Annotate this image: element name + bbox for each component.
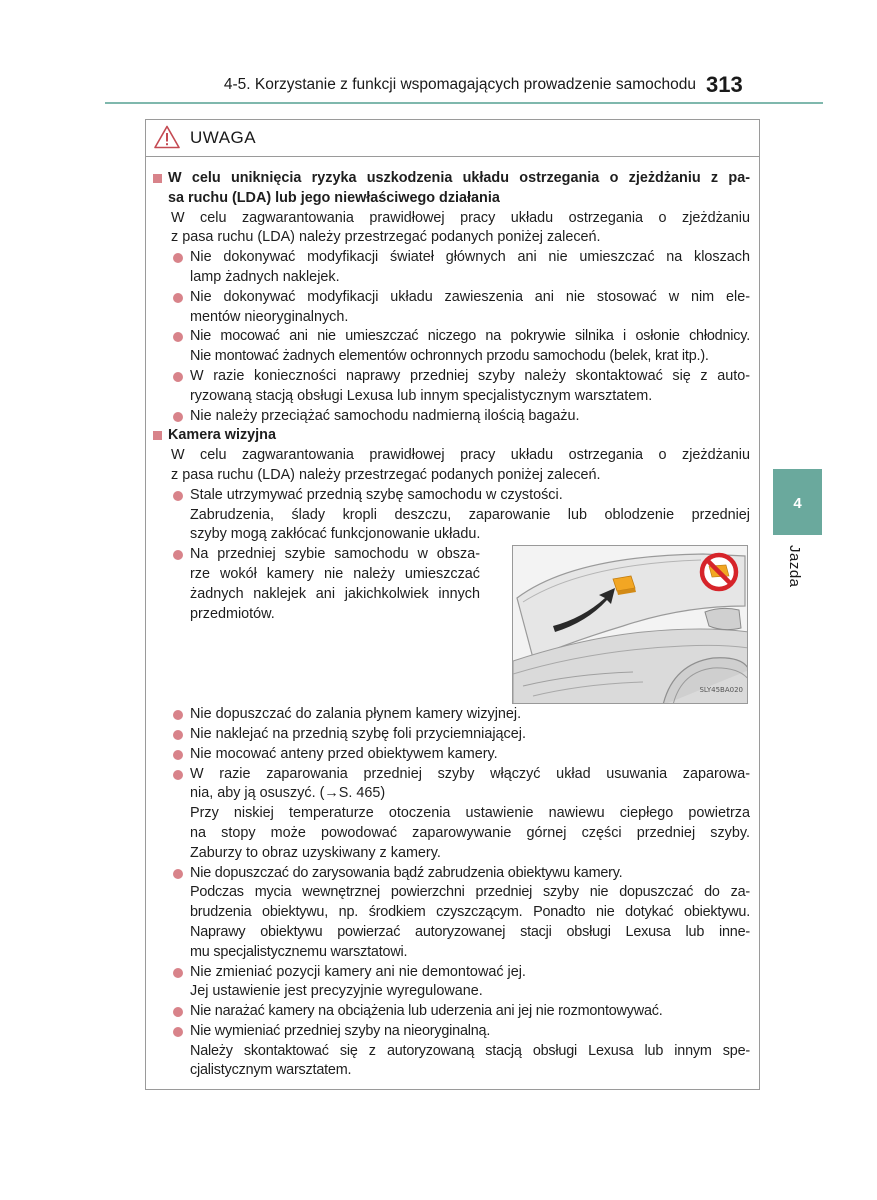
bullet-dot-icon	[173, 710, 183, 720]
text-line: W razie konieczności naprawy przedniej szyby należy skontaktować się z auto-	[190, 367, 750, 384]
text-line: Przy niskiej temperaturze otoczenia ustawienie nawiewu ciepłego powietrza	[190, 805, 750, 822]
text-line: Nie narażać kamery na obciążenia lub uderzenia ani jej nie rozmontowywać.	[190, 1003, 663, 1020]
chapter-number: 4	[793, 495, 802, 512]
warning-triangle-icon	[154, 125, 180, 149]
section-heading-camera	[152, 426, 750, 446]
text-line: Zaburzy to obraz uzyskiwany z kamery.	[190, 844, 441, 861]
warning-box	[145, 119, 760, 1090]
bullet-dot-icon	[173, 253, 183, 263]
warning-title: UWAGA	[190, 128, 257, 147]
text-line: Nie dopuszczać do zarysowania bądź zabrudzenia obiektywu kamery.	[190, 864, 623, 881]
text-line: Naprawy obiektywu powierzać autoryzowanej stacji obsługi Lexusa lub inne-	[190, 923, 750, 940]
section-heading-line: sa ruchu (LDA) lub jego niewłaściwego działania	[168, 189, 500, 206]
text-line: Nie dopuszczać do zalania płynem kamery wizyjnej.	[190, 706, 522, 723]
warning-content	[152, 169, 750, 1081]
list-item	[152, 1022, 750, 1081]
bullet-dot-icon	[173, 750, 183, 760]
text-line: Nie należy przeciążać samochodu nadmierną ilością bagażu.	[190, 407, 580, 424]
text-line: Nie wymieniać przedniej szyby na nieoryginalną.	[190, 1022, 491, 1039]
text-line: lamp żadnych naklejek.	[190, 268, 340, 285]
text-line: rze wokół kamery nie należy umieszczać	[190, 565, 480, 582]
text-line: z pasa ruchu (LDA) należy przestrzegać podanych poniżej zaleceń.	[171, 466, 601, 483]
text-line: Na przedniej szybie samochodu w obsza-	[190, 546, 480, 563]
text-line: nia, aby ją osuszyć. (→S. 465)	[190, 785, 386, 802]
text-line: W celu zagwarantowania prawidłowej pracy układu ostrzegania o zjeżdżaniu	[171, 447, 750, 464]
text-line: szyby mogą zakłócać funkcjonowanie układu.	[190, 526, 481, 543]
text-line: Nie mocować ani nie umieszczać niczego na pokrywie silnika i osłonie chłodnicy.	[190, 328, 750, 345]
text-line: Nie dokonywać modyfikacji układu zawieszenia ani nie stosować w nim ele-	[190, 288, 750, 305]
text-line: na stopy może powodować zaparowywanie górnej części przedniej szyby.	[190, 824, 750, 841]
bullet-dot-icon	[173, 869, 183, 879]
list-item	[152, 705, 750, 725]
text-line: Jej ustawienie jest precyzyjnie wyregulowane.	[190, 983, 483, 1000]
section-square-icon	[153, 431, 162, 440]
list-item	[152, 407, 750, 427]
text-line: W razie zaparowania przedniej szyby włączyć układ usuwania zaparowa-	[190, 765, 750, 782]
chapter-label: Jazda	[786, 545, 803, 588]
text-line: przedmiotów.	[190, 605, 275, 622]
text-line: cjalistycznym warsztatem.	[190, 1062, 352, 1079]
bullet-dot-icon	[173, 550, 183, 560]
page-number: 313	[706, 72, 743, 97]
bullet-dot-icon	[173, 1007, 183, 1017]
text-line: Zabrudzenia, ślady kropli deszczu, zaparowanie lub oblodzenie przedniej	[190, 506, 750, 523]
section-heading-line: W celu uniknięcia ryzyka uszkodzenia układu ostrzegania o zjeżdżaniu z pa-	[168, 170, 750, 186]
list-item	[152, 1002, 750, 1022]
text-line: Podczas mycia wewnętrznej powierzchni przedniej szyby nie dopuszczać do za-	[190, 884, 750, 901]
list-item	[152, 765, 750, 864]
list-item	[152, 327, 750, 367]
figure-code: SLY45BA020	[699, 686, 743, 695]
section-square-icon	[153, 174, 162, 183]
warning-header	[146, 120, 759, 157]
bullet-dot-icon	[173, 412, 183, 422]
bullet-dot-icon	[173, 770, 183, 780]
text-line: Nie dokonywać modyfikacji świateł głównych ani nie umieszczać na kloszach	[190, 249, 750, 266]
text-line: żadnych naklejek ani jakichkolwiek innych	[190, 585, 480, 602]
list-item	[152, 248, 750, 288]
list-item	[152, 745, 750, 765]
text-line: Nie montować żadnych elementów ochronnych przodu samochodu (belek, krat itp.).	[190, 348, 709, 365]
text-line: ryzowaną stacją obsługi Lexusa lub innym specjalistycznym warsztatem.	[190, 387, 653, 404]
text-line: W celu zagwarantowania prawidłowej pracy układu ostrzegania o zjeżdżaniu	[171, 209, 750, 226]
text-line: Należy skontaktować się z autoryzowaną stacją obsługi Lexusa lub innym spe-	[190, 1042, 750, 1059]
section-intro	[152, 446, 750, 486]
list-item	[152, 725, 750, 745]
section-heading-lda	[152, 169, 750, 209]
list-item	[152, 486, 750, 545]
list-item	[152, 963, 750, 1003]
windshield-camera-illustration	[512, 545, 748, 704]
section-intro	[152, 209, 750, 249]
text-line: Nie mocować anteny przed obiektywem kamery.	[190, 745, 498, 762]
section-heading-line: Kamera wizyjna	[168, 427, 276, 444]
page-header-title: 4-5. Korzystanie z funkcji wspomagających prowadzenie samochodu	[223, 76, 696, 93]
bullet-dot-icon	[173, 372, 183, 382]
bullet-dot-icon	[173, 293, 183, 303]
text-line: brudzenia obiektywu, np. środkiem czyszczącym. Ponadto nie dotykać obiektywu.	[190, 904, 750, 921]
text-line: Nie naklejać na przednią szybę foli przyciemniającej.	[190, 725, 526, 742]
text-line: Stale utrzymywać przednią szybę samochodu w czystości.	[190, 486, 563, 503]
bullet-dot-icon	[173, 332, 183, 342]
bullet-dot-icon	[173, 730, 183, 740]
bullet-dot-icon	[173, 491, 183, 501]
text-line: Nie zmieniać pozycji kamery ani nie demontować jej.	[190, 963, 526, 980]
list-item	[152, 367, 750, 407]
bullet-with-figure	[152, 545, 750, 704]
bullet-dot-icon	[173, 1027, 183, 1037]
header-divider	[105, 102, 823, 104]
text-line: mu specjalistycznemu warsztatowi.	[190, 943, 408, 960]
chapter-tab[interactable]	[773, 469, 822, 535]
list-item	[152, 545, 480, 624]
text-line: mentów nieoryginalnych.	[190, 308, 349, 325]
list-item	[152, 864, 750, 963]
text-line: z pasa ruchu (LDA) należy przestrzegać podanych poniżej zaleceń.	[171, 229, 601, 246]
bullet-dot-icon	[173, 968, 183, 978]
list-item	[152, 288, 750, 328]
